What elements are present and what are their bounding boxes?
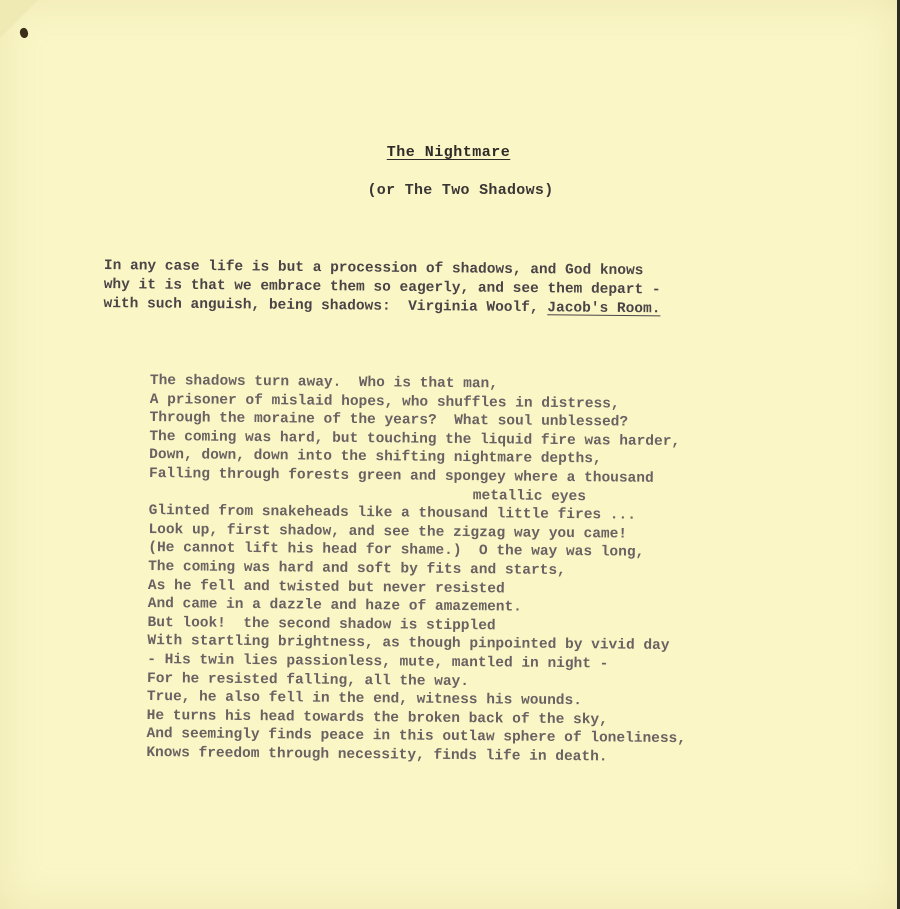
poem-line: He turns his head towards the broken back of the sky, <box>146 707 608 729</box>
poem-subtitle: (or The Two Shadows) <box>367 182 554 199</box>
poem-line: The coming was hard, but touching the liquid fire was harder, <box>149 428 681 450</box>
epigraph-book-title: Jacob's Room. <box>547 300 661 318</box>
poem-line: Knows freedom through necessity, finds life in death. <box>146 744 608 766</box>
poem-line: The shadows turn away. Who is that man, <box>149 372 499 393</box>
poem-line: As he fell and twisted but never resisted <box>147 577 505 597</box>
poem-line: The coming was hard and soft by fits and starts, <box>148 558 566 579</box>
poem-line: A prisoner of mislaid hopes, who shuffles in distress, <box>149 391 620 413</box>
epigraph-line: why it is that we embrace them so eagerly, and see them depart - <box>103 276 661 299</box>
epigraph-line: In any case life is but a procession of shadows, and God knows <box>103 257 644 280</box>
poem-line: - His twin lies passionless, mute, mantled in night - <box>147 651 609 673</box>
poem-title-text: The Nightmare <box>386 144 511 161</box>
epigraph-author: Virginia Woolf, <box>408 298 539 317</box>
poem-line: And came in a dazzle and haze of amazement. <box>147 596 523 616</box>
poem-line: For he resisted falling, all the way. <box>146 670 470 690</box>
poem-line: Look up, first shadow, and see the zigzag way you came! <box>148 521 628 543</box>
poem-line: Falling through forests green and spongey where a thousand <box>148 465 654 487</box>
epigraph <box>103 257 764 320</box>
poem-line: Glinted from snakeheads like a thousand little fires ... <box>148 503 636 524</box>
poem-line: With startling brightness, as though pinpointed by vivid day <box>147 633 670 655</box>
poem-body <box>146 372 790 769</box>
poem-line: True, he also fell in the end, witness his wounds. <box>146 689 583 710</box>
poem-line: Down, down, down into the shifting nightmare depths, <box>149 447 602 468</box>
epigraph-line-text: with such anguish, being shadows: <box>103 295 391 315</box>
poem-line-continuation: metallic eyes <box>472 487 587 505</box>
poem-line: And seemingly finds peace in this outlaw sphere of loneliness, <box>146 726 687 748</box>
poem-title <box>0 144 897 161</box>
poem-line: (He cannot lift his head for shame.) O the way was long, <box>148 540 645 562</box>
poem-line: But look! the second shadow is stippled <box>147 614 496 635</box>
poem-line: Through the moraine of the years? What soul unblessed? <box>149 410 629 431</box>
